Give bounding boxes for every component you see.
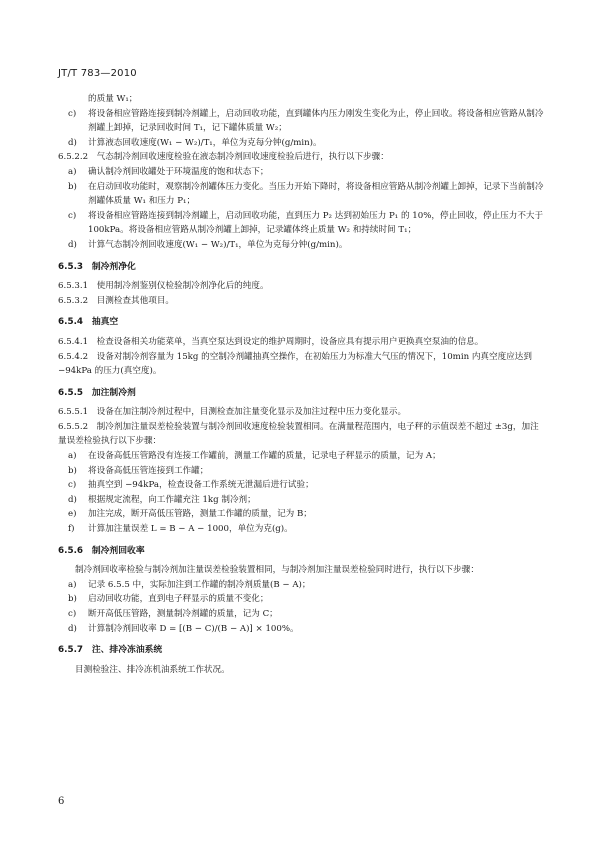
list-item-text: 在启动回收功能时，观察制冷剂罐体压力变化。当压力开始下降时，将设备相应管路从制冷剂罐上卸掉，记录下当前制冷剂罐体质量 W₁ 和压力 P₁；: [88, 181, 544, 207]
paragraph: 目测检验注、排冷冻机油系统工作状况。: [75, 664, 230, 675]
list-item: [58, 493, 544, 508]
list-item-text: 计算制冷剂回收率 D = [(B − C)/(B − A)] × 100%。: [88, 623, 299, 634]
list-item-label: a): [68, 451, 77, 462]
section-heading: 6.5.5 加注制冷剂: [58, 387, 136, 398]
list-item-label: d): [68, 494, 77, 505]
list-item-text: 计算液态回收速度(W₁ − W₂)/T₁，单位为克每分钟(g/min)。: [88, 137, 322, 148]
list-item: [58, 238, 544, 253]
list-item: [58, 592, 544, 607]
list-item-text: 在设备高低压管路没有连接工作罐前，测量工作罐的质量，记录电子秤显示的质量，记为 A；: [88, 451, 441, 462]
list-item-label: b): [68, 594, 77, 605]
list-item: [58, 165, 544, 180]
section-heading: 6.5.4 抽真空: [58, 317, 119, 328]
list-item-text: 加注完成，断开高低压管路，测量工作罐的质量，记为 B；: [88, 509, 312, 520]
list-item: [58, 522, 544, 537]
list-item: [58, 107, 544, 136]
list-item-text: 将设备相应管路连接到制冷剂罐上，启动回收功能，直到罐体内压力刚发生变化为止，停止回收。将设备相应管路从制冷剂罐上卸掉，记录回收时间 T₁，记下罐体质量 W₂；: [88, 108, 544, 134]
list-item: [58, 607, 544, 622]
list-item-text: 将设备高低压管连接到工作罐；: [88, 465, 209, 476]
list-item-text: 抽真空到 −94kPa，检查设备工作系统无泄漏后进行试验；: [88, 480, 314, 491]
list-item-label: d): [68, 239, 77, 250]
list-item: [58, 622, 544, 637]
continued-text: 的质量 W₁；: [88, 94, 138, 104]
list-item-text: 计算气态制冷剂回收速度(W₁ − W₂)/T₁，单位为克每分钟(g/min)。: [88, 239, 348, 250]
list-item: [58, 136, 544, 151]
paragraph: 6.5.3.1 使用制冷剂鉴别仪检验制冷剂净化后的纯度。: [58, 281, 269, 292]
paragraph: 制冷剂回收率检验与制冷剂加注量误差检验装置相同，与制冷剂加注量误差检验同时进行，执行以下步骤：: [75, 565, 479, 576]
paragraph: 6.5.5.2 制冷剂加注量误差检验装置与制冷剂回收速度检验装置相同。在满量程范围内，电子秤的示值误差不超过 ±3g，加注量误差检验执行以下步骤：: [58, 421, 539, 447]
section-heading: 6.5.3 制冷剂净化: [58, 261, 136, 272]
list-item-text: 启动回收功能，直到电子秤显示的质量不变化；: [88, 594, 269, 605]
list-item: [58, 578, 544, 593]
paragraph: 6.5.2.2 气态制冷剂回收速度检验在液态制冷剂回收速度检验后进行，执行以下步骤：: [58, 152, 389, 163]
list-item-text: 将设备相应管路连接到制冷剂罐上，启动回收功能，直到压力 P₂ 达到初始压力 P₁ 的 10%，停止回收，停止压力不大于 100kPa。将设备相应管路从制冷剂罐上卸掉，记录罐体终止质量 W₂ 和持续时间 T₁；: [88, 210, 544, 236]
list-item-label: a): [68, 579, 77, 590]
list-item: [58, 464, 544, 479]
list-item-label: c): [68, 609, 77, 619]
list-item-label: c): [68, 480, 77, 491]
list-item-label: b): [68, 465, 77, 476]
list-item-label: f): [68, 524, 75, 535]
list-item: [58, 209, 544, 238]
paragraph: 6.5.5.1 设备在加注制冷剂过程中，目测检查加注量变化显示及加注过程中压力变化显示。: [58, 407, 407, 418]
list-item-text: 断开高低压管路，测量制冷剂罐的质量，记为 C；: [88, 609, 278, 619]
list-item-label: d): [68, 623, 77, 634]
list-item-label: b): [68, 181, 77, 192]
list-item-label: e): [68, 509, 77, 520]
list-item-text: 记录 6.5.5 中，实际加注到工作罐的制冷剂质量(B − A)；: [88, 579, 311, 590]
list-item-text: 根据规定流程，向工作罐充注 1kg 制冷剂；: [88, 494, 256, 505]
standard-code-header: JT/T 783—2010: [58, 68, 137, 79]
list-item-label: d): [68, 137, 77, 148]
list-item: [58, 449, 544, 464]
document-body: [58, 92, 544, 677]
list-item-label: a): [68, 166, 77, 177]
section-heading: 6.5.6 制冷剂回收率: [58, 545, 145, 556]
list-item-text: 确认制冷剂回收罐处于环境温度的饱和状态下；: [88, 166, 269, 177]
page-number: 6: [58, 796, 65, 807]
list-item: [58, 180, 544, 209]
list-item: [58, 507, 544, 522]
list-item-text: 计算加注量误差 L = B − A − 1000，单位为克(g)。: [88, 524, 293, 535]
section-heading: 6.5.7 注、排冷冻油系统: [58, 645, 163, 656]
paragraph: 6.5.3.2 目测检查其他项目。: [58, 295, 175, 306]
paragraph: 6.5.4.2 设备对制冷剂容量为 15kg 的空制冷剂罐抽真空操作，在初始压力为标准大气压的情况下，10min 内真空度应达到 −94kPa 的压力(真空度)。: [58, 351, 532, 377]
list-item-label: c): [68, 108, 77, 119]
list-item-label: c): [68, 210, 77, 221]
list-item: [58, 478, 544, 493]
paragraph: 6.5.4.1 检查设备相关功能菜单，当真空泵达到设定的维护周期时，设备应具有提示用户更换真空泵油的信息。: [58, 336, 484, 347]
